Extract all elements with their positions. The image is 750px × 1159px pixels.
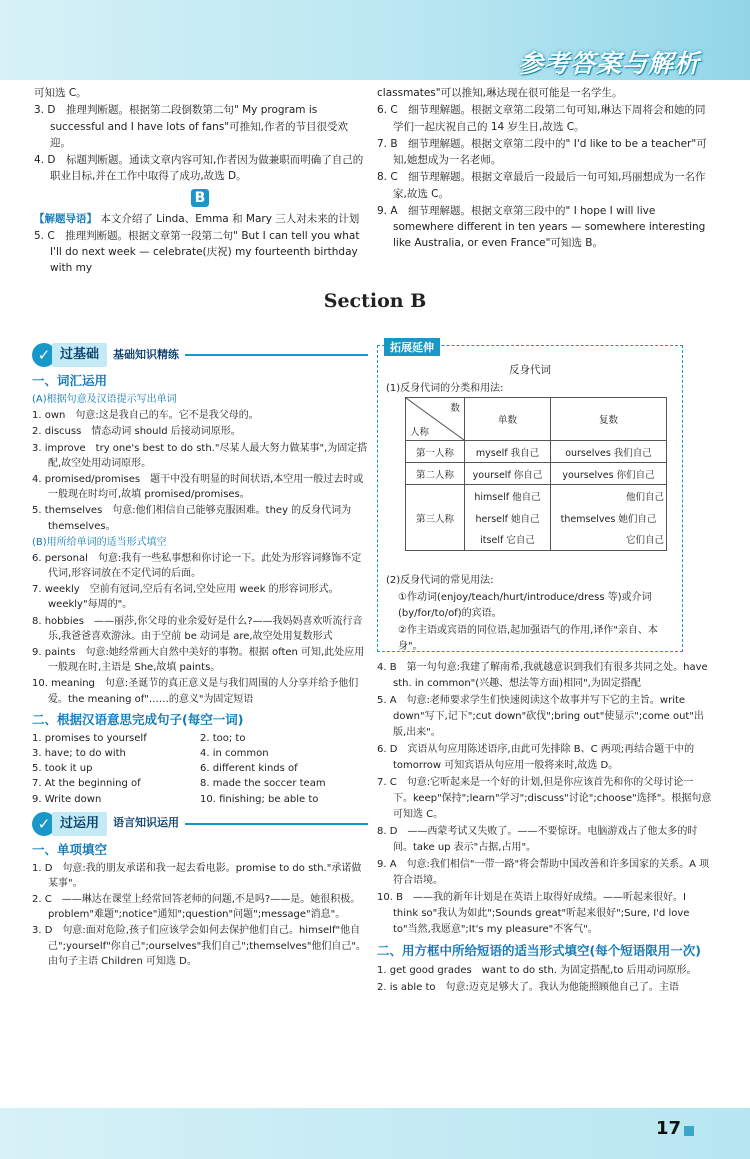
answer-line: 9. A 句意:我们相信"一带一路"将会帮助中国改善和许多国家的关系。A 项符合语境。	[377, 859, 710, 886]
answer-line: 4. D 标题判断题。通读文章内容可知,作者因为做兼职而明确了自己的职业目标,并在工作中取得了成功,故选 D。	[34, 154, 364, 183]
extension-point-1: (1)反身代词的分类和用法:	[386, 383, 504, 394]
table-row	[406, 463, 667, 485]
table-cell: 第二人称	[406, 463, 465, 485]
table-cell: 第一人称	[406, 441, 465, 463]
table-cell: 第三人称	[406, 485, 465, 551]
guide-label: 【解题导语】	[34, 212, 97, 225]
bar-subtitle: 基础知识精练	[113, 347, 180, 361]
divider	[185, 823, 368, 825]
extension-tag: 拓展延伸	[384, 338, 440, 356]
subheading: (B)用所给单词的适当形式填空	[32, 536, 167, 548]
answer-line: 9. paints 句意:她经常画大自然中美好的事物。根据 often 可知,此处应用一般现在时,主语是 She,故填 paints。	[32, 647, 365, 674]
check-icon: ✓	[32, 812, 56, 836]
table-cell: myself 我自己	[465, 441, 551, 463]
column-header: 复数	[551, 398, 667, 441]
answer: 2. too; to	[200, 732, 246, 744]
answer-pair	[32, 761, 368, 776]
table-cell: himself 他自己	[465, 485, 551, 507]
answer: 8. made the soccer team	[200, 778, 326, 790]
right-column	[377, 660, 713, 997]
answer-line: 3. D 推理判断题。根据第二段倒数第二句" My program is successful and I have lots of fans"可推知,作者的节目很受欢迎。	[34, 104, 348, 149]
check-icon: ✓	[32, 343, 56, 367]
answer-line: 3. D 句意:面对危险,孩子们应该学会如何去保护他们自己。himself"他自己";yourself"你自己";ourselves"我们自己";themselves"他们自己"。由句子主语 Children 可知选 D。	[32, 925, 367, 967]
application-bar	[32, 811, 368, 837]
bar-tag: 过运用	[52, 812, 107, 836]
answer-line: 7. C 句意:它听起来是一个好的计划,但是你应该首先和你的父母讨论一下。keep"保持";learn"学习";discuss"讨论";choose"选择"。根据句意可知选 C。	[377, 777, 712, 820]
heading: 一、词汇运用	[32, 373, 108, 388]
answer: 3. have; to do with	[32, 747, 126, 759]
answer-line: 4. promised/promises 题干中没有明显的时间状语,本空用一般过去时或一般现在时均可,故填 promised/promises。	[32, 473, 364, 501]
answer: 5. took it up	[32, 763, 93, 775]
answer-line: 8. hobbies ——丽莎,你父母的业余爱好是什么?——我妈妈喜欢听流行音乐,我爸爸喜欢游泳。由于空前 be 动词是 are,故空处用复数形式	[32, 615, 363, 642]
usage-line: ①作动词(enjoy/teach/hurt/introduce/dress 等)或介词(by/for/to/of)的宾语。	[398, 592, 652, 619]
answer-line: 7. weekly 空前有冠词,空后有名词,空处应用 week 的形容词形式。weekly"每周的"。	[32, 584, 339, 611]
bar-tag: 过基础	[52, 343, 107, 367]
heading: 二、根据汉语意思完成句子(每空一词)	[32, 711, 244, 727]
answer-pair	[32, 746, 368, 761]
answer-line: 3. improve try one's best to do sth."尽某人最大努力做某事",为固定搭配,故空处用动词原形。	[32, 442, 368, 469]
answer-line: 10. meaning 句意:圣诞节的真正意义是与我们周围的人分享并给予他们爱。the meaning of"……的意义"为固定短语	[32, 678, 359, 705]
extension-point-2: (2)反身代词的常见用法:	[386, 575, 494, 586]
answer: 6. different kinds of	[200, 763, 298, 775]
corner-bottom-label: 人称	[410, 427, 430, 438]
answer: 9. Write down	[32, 793, 102, 805]
heading: 一、单项填空	[32, 841, 108, 857]
table-corner	[406, 398, 465, 441]
answer-line: 10. B ——我的新年计划是在英语上取得好成绩。——听起来很好。I think so"我认为如此";Sounds great"听起来很好";Sure, I'd love to"当然,我愿意";It's my pleasure"不客气"。	[377, 892, 690, 935]
table-cell: 他们自己	[551, 485, 667, 507]
table-cell: ourselves 我们自己	[551, 441, 667, 463]
answer-line: 5. A 句意:老师要求学生们快速阅读这个故事并写下它的主旨。write down"写下,记下";cut down"砍伐";bring out"使显示";come out"出版,出来"。	[377, 695, 704, 738]
table-cell: itself 它自己	[465, 529, 551, 551]
answer-line: 1. D 句意:我的朋友承诺和我一起去看电影。promise to do sth."承诺做某事"。	[32, 862, 362, 889]
divider	[185, 354, 368, 356]
answer-pair	[32, 792, 368, 807]
answer-line: 5. themselves 句意:他们相信自己能够克服困难。they 的反身代词为 themselves。	[32, 505, 352, 532]
subheading: (A)根据句意及汉语提示写出单词	[32, 394, 177, 405]
table-cell: 它们自己	[551, 529, 667, 551]
table-cell: yourself 你自己	[465, 463, 551, 485]
table-row	[406, 485, 667, 507]
basic-practice-bar	[32, 342, 368, 368]
corner-top-label: 数	[450, 403, 460, 414]
answer-line: 5. C 推理判断题。根据文章第一段第二句" But I can tell you what I'll do next week — celebrate(庆祝) my fourteenth birthday with my	[34, 229, 360, 275]
table-cell: yourselves 你们自己	[551, 463, 667, 485]
extension-usage	[386, 573, 676, 656]
answer-line: 9. A 细节理解题。根据文章第三段中的" I hope I will live somewhere different in ten years — somewhere interesting like Australia, or even France"可知选 B。	[377, 204, 706, 250]
answer-line: 1. own 句意:这是我自己的车。它不是我父母的。	[32, 410, 259, 422]
table-row	[406, 441, 667, 463]
answer-line: 2. is able to 句意:迈克足够大了。我认为他能照顾他自己了。主语	[377, 982, 679, 993]
answer-line: classmates"可以推知,琳达现在很可能是一名学生。	[377, 87, 623, 99]
usage-line: ②作主语或宾语的同位语,起加强语气的作用,译作"亲自、本身"。	[398, 625, 658, 652]
top-right-column	[377, 85, 713, 253]
answer: 10. finishing; be able to	[200, 793, 319, 805]
passage-b-badge: B	[191, 189, 209, 207]
answer: 7. At the beginning of	[32, 778, 141, 790]
header-title: 参考答案与解析	[517, 49, 700, 78]
answer-line: 2. C ——琳达在课堂上经常回答老师的问题,不是吗?——是。她很积极。problem"难题";notice"通知";question"问题";message"消息"。	[32, 894, 361, 921]
answer-line: 6. C 细节理解题。根据文章第二段第二句可知,琳达下周将会和她的同学们一起庆祝自己的 14 岁生日,故选 C。	[377, 104, 706, 133]
answer-line: 8. C 细节理解题。根据文章最后一段最后一句可知,玛丽想成为一名作家,故选 C。	[377, 171, 706, 200]
answer: 1. promises to yourself	[32, 732, 147, 744]
answer-line: 4. B 第一句句意:我建了解南希,我就越意识到我们有很多共同之处。have sth. in common"(兴趣、想法等方面)相同",为固定搭配	[377, 662, 708, 689]
footer-band	[0, 1108, 750, 1159]
answer-line: 2. discuss 情态动词 should 后接动词原形。	[32, 426, 241, 438]
answer-line: 可知选 C。	[34, 87, 87, 99]
answer-line: 7. B 细节理解题。根据文章第二段中的" I'd like to be a teacher"可知,她想成为一名老师。	[377, 137, 707, 167]
answer-line: 6. D 宾语从句应用陈述语序,由此可先排除 B、C 两项;再结合题干中的 tomorrow 可知宾语从句应用一般将来时,故选 D。	[377, 744, 695, 771]
guide-text: 本文介绍了 Linda、Emma 和 Mary 三人对未来的计划	[100, 212, 360, 225]
reflexive-pronoun-table	[405, 397, 667, 551]
answer-line: 8. D ——西蒙考试又失败了。——不要惊讶。电脑游戏占了他太多的时间。take up 表示"占据,占用"。	[377, 826, 698, 853]
section-title: Section B	[323, 290, 427, 312]
column-header: 单数	[465, 398, 551, 441]
table-cell: themselves 她们自己	[551, 507, 667, 529]
answer-pair	[32, 776, 368, 791]
heading: 二、用方框中所给短语的适当形式填空(每个短语限用一次)	[377, 943, 701, 958]
answer-line: 1. get good grades want to do sth. 为固定搭配,to 后用动词原形。	[377, 965, 697, 976]
left-column	[32, 342, 368, 970]
extension-title: 反身代词	[509, 364, 551, 376]
answer: 4. in common	[200, 747, 269, 759]
table-cell: herself 她自己	[465, 507, 551, 529]
bar-subtitle: 语言知识运用	[113, 816, 180, 830]
page-number: 17	[656, 1118, 682, 1139]
page-marker	[684, 1126, 694, 1136]
answer-line: 6. personal 句意:我有一些私事想和你讨论一下。此处为形容词修饰不定代词,形容词放在不定代词的后面。	[32, 552, 362, 580]
answer-pair	[32, 731, 368, 746]
top-left-column	[34, 85, 366, 278]
